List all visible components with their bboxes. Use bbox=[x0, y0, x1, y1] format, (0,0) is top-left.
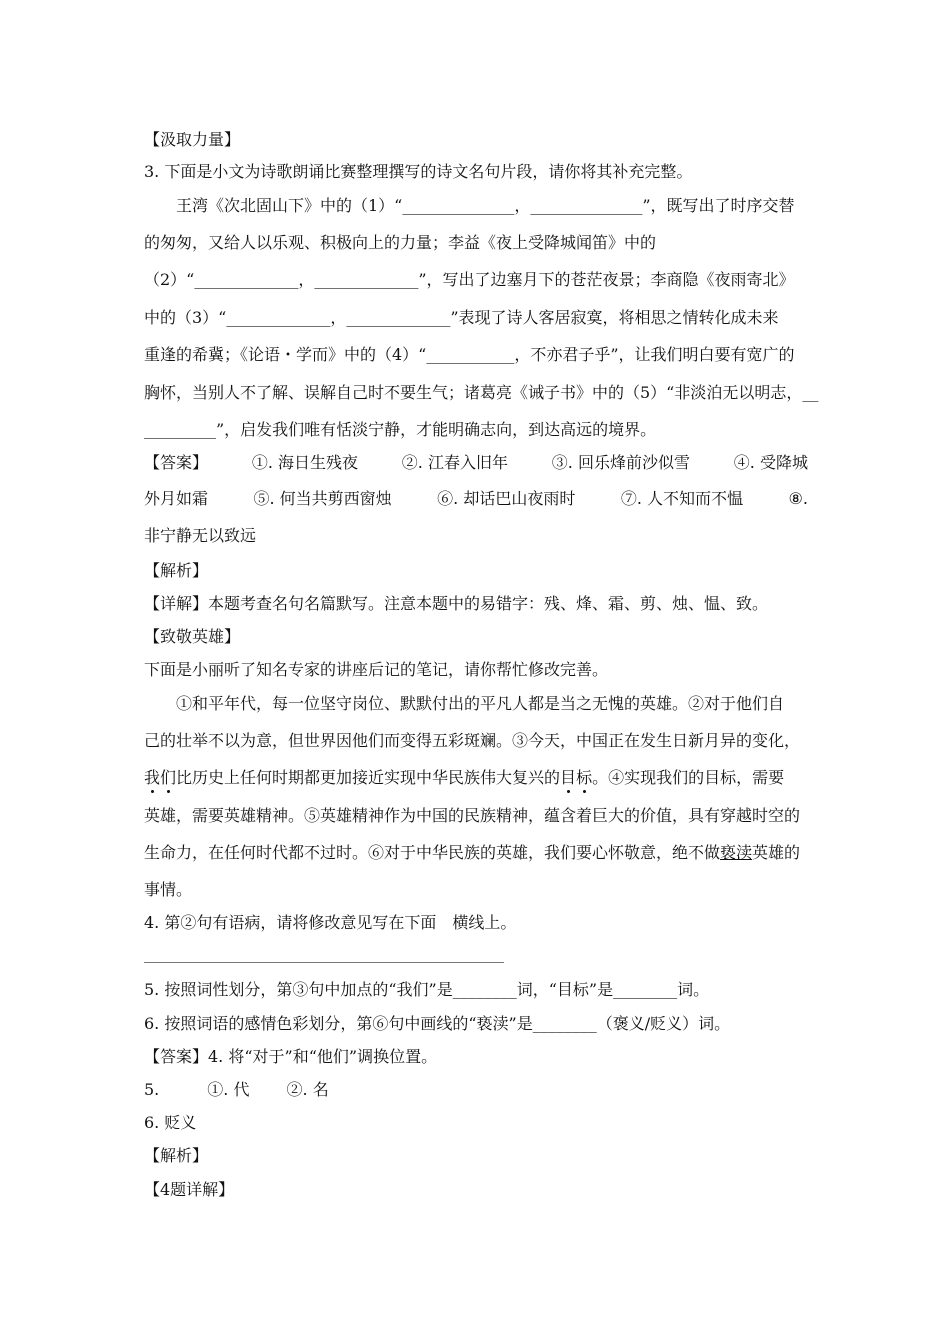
intro-text: 下面是小丽听了知名专家的讲座后记的笔记，请你帮忙修改完善。 bbox=[144, 660, 609, 679]
answer-heading: 【答案】4. 将“对于”和“他们”调换位置。 bbox=[144, 1047, 438, 1066]
poem-line: 重逢的希冀；《论语・学而》中的（4）“___________，不亦君子乎”，让我们明白要有宽广的 bbox=[144, 345, 795, 364]
dotted-char: 我 bbox=[144, 768, 161, 787]
analysis-heading: 【解析】 bbox=[144, 1146, 209, 1165]
passage-line: 英雄，需要英雄精神。⑤英雄精神作为中国的民族精神，蕴含着巨大的价值，具有穿越时空的 bbox=[144, 806, 801, 825]
detail-heading: 【4题详解】 bbox=[144, 1180, 235, 1199]
poem-line: 中的（3）“_____________，_____________”表现了诗人客居寂寞，将相思之情转化成未来 bbox=[144, 308, 779, 327]
question-6: 6. 按照词语的感情色彩划分，第⑥句中画线的“亵渎”是________（褒义/贬义）词。 bbox=[144, 1014, 731, 1033]
passage-line bbox=[144, 843, 800, 863]
passage-line bbox=[144, 768, 784, 788]
section-heading: 【致敬英雄】 bbox=[144, 627, 241, 646]
answer-item: 外月如霜 bbox=[144, 489, 209, 508]
passage-line: ①和平年代，每一位坚守岗位、默默付出的平凡人都是当之无愧的英雄。②对于他们自 bbox=[144, 694, 785, 713]
answer-row bbox=[144, 453, 808, 473]
passage-text: 。④实现我们的目标，需要 bbox=[592, 768, 785, 787]
answer-item: ①. 海日生残夜 bbox=[251, 453, 358, 472]
question-3: 3. 下面是小文为诗歌朗诵比赛整理撰写的诗文名句片段，请你将其补充完整。 bbox=[144, 162, 693, 181]
poem-line: （2）“_____________，_____________”，写出了边塞月下的苍茫夜景；李商隐《夜雨寄北》 bbox=[144, 270, 795, 289]
answer-item: ③. 回乐烽前沙似雪 bbox=[551, 453, 690, 472]
dotted-char: 标 bbox=[576, 768, 593, 787]
answer-label: 【答案】 bbox=[144, 453, 209, 472]
answer-item: 6. 贬义 bbox=[144, 1113, 197, 1132]
question-4: 4. 第②句有语病，请将修改意见写在下面 横线上。 bbox=[144, 913, 517, 932]
answer-line bbox=[144, 962, 504, 963]
dotted-char: 们 bbox=[160, 768, 177, 787]
poem-line: 王湾《次北固山下》中的（1）“______________，______________”，既写出了时序交替 bbox=[144, 196, 795, 215]
answer-item: ②. 江春入旧年 bbox=[401, 453, 508, 472]
passage-line: 事情。 bbox=[144, 880, 193, 899]
analysis-heading: 【解析】 bbox=[144, 561, 209, 580]
answer-item: ⑤. 何当共剪西窗烛 bbox=[253, 489, 392, 508]
answer-item: ⑧. bbox=[788, 489, 808, 508]
passage-text: 生命力，在任何时代都不过时。⑥对于中华民族的英雄，我们要心怀敬意，绝不做 bbox=[144, 843, 721, 862]
answer-row bbox=[144, 489, 808, 509]
underlined-word: 亵渎 bbox=[720, 843, 753, 862]
answer-item: 非宁静无以致远 bbox=[144, 526, 257, 545]
answer-item: ⑥. 却话巴山夜雨时 bbox=[437, 489, 576, 508]
dotted-char: 目 bbox=[560, 768, 577, 787]
detail-text: 【详解】本题考查名句名篇默写。注意本题中的易错字：残、烽、霜、剪、烛、愠、致。 bbox=[144, 594, 769, 613]
poem-line: _________”，启发我们唯有恬淡宁静，才能明确志向，到达高远的境界。 bbox=[144, 420, 657, 439]
answer-item: 5. ①. 代 ②. 名 bbox=[144, 1080, 329, 1099]
poem-line: 的匆匆，又给人以乐观、积极向上的力量；李益《夜上受降城闻笛》中的 bbox=[144, 233, 657, 252]
passage-text: 英雄的 bbox=[752, 843, 801, 862]
section-heading: 【汲取力量】 bbox=[144, 130, 241, 149]
answer-item: ⑦. 人不知而不愠 bbox=[620, 489, 744, 508]
passage-line: 己的壮举不以为意，但世界因他们而变得五彩斑斓。③今天，中国正在发生日新月异的变化， bbox=[144, 731, 801, 750]
question-5: 5. 按照词性划分，第③句中加点的“我们”是________词，“目标”是________词。 bbox=[144, 980, 710, 999]
answer-item: ④. 受降城 bbox=[733, 453, 808, 472]
poem-line: 胸怀，当别人不了解、误解自己时不要生气；诸葛亮《诫子书》中的（5）“非淡泊无以明志，__ bbox=[144, 383, 819, 402]
passage-text: 比历史上任何时期都更加接近实现中华民族伟大复兴的 bbox=[176, 768, 561, 787]
